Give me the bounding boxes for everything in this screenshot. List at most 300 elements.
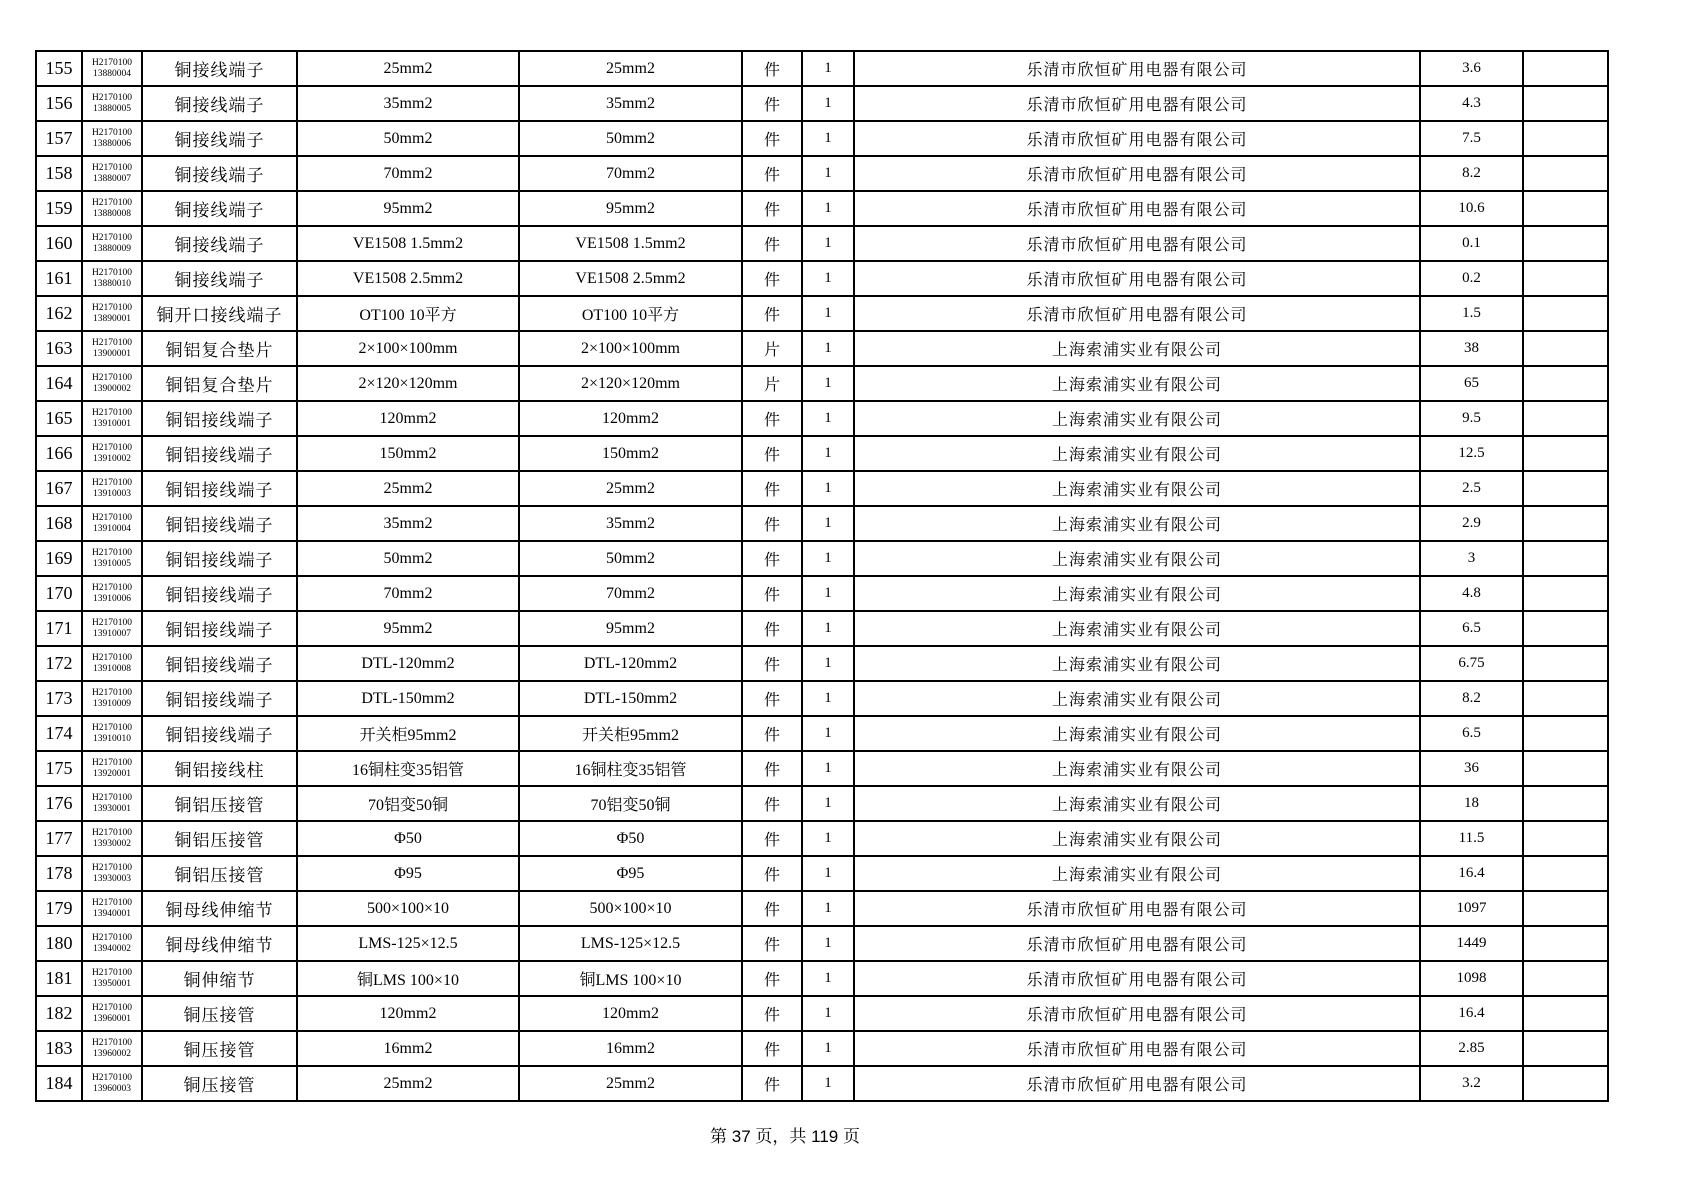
material-code-cell: [82, 681, 142, 716]
quantity-cell: 1: [802, 436, 854, 471]
table-row: [36, 541, 1608, 576]
quantity-cell: 1: [802, 506, 854, 541]
remark-cell: [1523, 821, 1608, 856]
row-number-cell: 160: [36, 226, 82, 261]
unit-cell: 件: [742, 471, 802, 506]
price-cell: 7.5: [1420, 121, 1523, 156]
quantity-cell: 1: [802, 156, 854, 191]
quantity-cell: 1: [802, 296, 854, 331]
remark-cell: [1523, 961, 1608, 996]
supplier-cell: 乐清市欣恒矿用电器有限公司: [854, 926, 1420, 961]
item-name-cell: 铜铝接线端子: [142, 646, 297, 681]
supplier-cell: 上海索浦实业有限公司: [854, 821, 1420, 856]
material-code-cell: [82, 471, 142, 506]
material-code-cell: [82, 296, 142, 331]
spec-confirm-cell: 25mm2: [519, 1066, 742, 1101]
material-code-line: H2170100: [91, 1003, 133, 1013]
supplier-cell: 上海索浦实业有限公司: [854, 436, 1420, 471]
material-code-line: 13910009: [93, 698, 131, 709]
supplier-cell: 乐清市欣恒矿用电器有限公司: [854, 891, 1420, 926]
row-number-cell: 164: [36, 366, 82, 401]
remark-cell: [1523, 786, 1608, 821]
unit-cell: 件: [742, 856, 802, 891]
supplier-cell: 乐清市欣恒矿用电器有限公司: [854, 996, 1420, 1031]
price-cell: 4.8: [1420, 576, 1523, 611]
material-code-cell: [82, 226, 142, 261]
spec-cell: Φ95: [297, 856, 519, 891]
quantity-cell: 1: [802, 751, 854, 786]
spec-cell: 25mm2: [297, 471, 519, 506]
quantity-cell: 1: [802, 681, 854, 716]
material-code-line: 13880008: [93, 208, 131, 219]
material-code-line: 13880005: [93, 103, 131, 114]
item-name-cell: 铜铝压接管: [142, 856, 297, 891]
row-number-cell: 183: [36, 1031, 82, 1066]
price-cell: 36: [1420, 751, 1523, 786]
row-number-cell: 156: [36, 86, 82, 121]
table-row: [36, 506, 1608, 541]
material-code-line: H2170100: [91, 583, 133, 593]
price-cell: 1449: [1420, 926, 1523, 961]
spec-cell: 120mm2: [297, 401, 519, 436]
spec-confirm-cell: 16mm2: [519, 1031, 742, 1066]
row-number-cell: 172: [36, 646, 82, 681]
material-code-line: H2170100: [91, 233, 133, 243]
remark-cell: [1523, 891, 1608, 926]
unit-cell: 件: [742, 506, 802, 541]
remark-cell: [1523, 191, 1608, 226]
price-cell: 65: [1420, 366, 1523, 401]
unit-cell: 件: [742, 156, 802, 191]
material-code-cell: [82, 51, 142, 86]
remark-cell: [1523, 716, 1608, 751]
spec-confirm-cell: 95mm2: [519, 611, 742, 646]
quantity-cell: 1: [802, 926, 854, 961]
material-code-line: H2170100: [91, 128, 133, 138]
material-code-cell: [82, 646, 142, 681]
price-cell: 9.5: [1420, 401, 1523, 436]
quantity-cell: 1: [802, 646, 854, 681]
material-code-line: 13910001: [93, 418, 131, 429]
unit-cell: 件: [742, 191, 802, 226]
spec-cell: LMS-125×12.5: [297, 926, 519, 961]
unit-cell: 件: [742, 296, 802, 331]
quantity-cell: 1: [802, 331, 854, 366]
supplier-cell: 上海索浦实业有限公司: [854, 576, 1420, 611]
row-number-cell: 169: [36, 541, 82, 576]
row-number-cell: 182: [36, 996, 82, 1031]
supplier-cell: 上海索浦实业有限公司: [854, 541, 1420, 576]
material-code-cell: [82, 121, 142, 156]
supplier-cell: 乐清市欣恒矿用电器有限公司: [854, 296, 1420, 331]
table-row: [36, 191, 1608, 226]
material-code-cell: [82, 366, 142, 401]
material-code-line: 13920001: [93, 768, 131, 779]
material-code-line: 13890001: [93, 313, 131, 324]
quantity-cell: 1: [802, 611, 854, 646]
table-row: [36, 681, 1608, 716]
quantity-cell: 1: [802, 996, 854, 1031]
material-code-line: 13940001: [93, 908, 131, 919]
unit-cell: 件: [742, 226, 802, 261]
material-code-cell: [82, 821, 142, 856]
spec-cell: 120mm2: [297, 996, 519, 1031]
table-row: [36, 51, 1608, 86]
spec-cell: 铜LMS 100×10: [297, 961, 519, 996]
supplier-cell: 上海索浦实业有限公司: [854, 681, 1420, 716]
item-name-cell: 铜压接管: [142, 1066, 297, 1101]
spec-confirm-cell: VE1508 1.5mm2: [519, 226, 742, 261]
row-number-cell: 177: [36, 821, 82, 856]
spec-confirm-cell: 70mm2: [519, 576, 742, 611]
remark-cell: [1523, 681, 1608, 716]
row-number-cell: 158: [36, 156, 82, 191]
remark-cell: [1523, 751, 1608, 786]
material-code-line: H2170100: [91, 58, 133, 68]
spec-confirm-cell: Φ95: [519, 856, 742, 891]
quantity-cell: 1: [802, 261, 854, 296]
item-name-cell: 铜铝接线端子: [142, 576, 297, 611]
unit-cell: 件: [742, 681, 802, 716]
table-row: [36, 576, 1608, 611]
remark-cell: [1523, 156, 1608, 191]
price-cell: 12.5: [1420, 436, 1523, 471]
material-code-line: H2170100: [91, 723, 133, 733]
quantity-cell: 1: [802, 856, 854, 891]
table-row: [36, 226, 1608, 261]
item-name-cell: 铜接线端子: [142, 121, 297, 156]
remark-cell: [1523, 611, 1608, 646]
table-row: [36, 891, 1608, 926]
table-row: [36, 401, 1608, 436]
material-code-line: H2170100: [91, 898, 133, 908]
material-code-line: H2170100: [91, 688, 133, 698]
table-row: [36, 751, 1608, 786]
item-name-cell: 铜铝接线端子: [142, 436, 297, 471]
row-number-cell: 161: [36, 261, 82, 296]
supplier-cell: 乐清市欣恒矿用电器有限公司: [854, 961, 1420, 996]
unit-cell: 件: [742, 821, 802, 856]
price-cell: 18: [1420, 786, 1523, 821]
material-code-cell: [82, 401, 142, 436]
remark-cell: [1523, 401, 1608, 436]
table-row: [36, 331, 1608, 366]
material-code-line: H2170100: [91, 618, 133, 628]
spec-cell: 50mm2: [297, 121, 519, 156]
spec-cell: 35mm2: [297, 86, 519, 121]
material-code-line: H2170100: [91, 443, 133, 453]
quantity-cell: 1: [802, 191, 854, 226]
material-code-line: 13900002: [93, 383, 131, 394]
unit-cell: 件: [742, 996, 802, 1031]
unit-cell: 件: [742, 646, 802, 681]
spec-confirm-cell: 35mm2: [519, 86, 742, 121]
unit-cell: 件: [742, 716, 802, 751]
price-cell: 38: [1420, 331, 1523, 366]
spec-confirm-cell: 150mm2: [519, 436, 742, 471]
material-code-cell: [82, 926, 142, 961]
price-cell: 10.6: [1420, 191, 1523, 226]
material-code-line: H2170100: [91, 338, 133, 348]
material-code-cell: [82, 541, 142, 576]
unit-cell: 件: [742, 891, 802, 926]
remark-cell: [1523, 296, 1608, 331]
material-code-cell: [82, 961, 142, 996]
material-code-line: 13930003: [93, 873, 131, 884]
item-name-cell: 铜铝压接管: [142, 821, 297, 856]
material-code-cell: [82, 751, 142, 786]
quantity-cell: 1: [802, 786, 854, 821]
price-cell: 6.5: [1420, 611, 1523, 646]
table-row: [36, 1031, 1608, 1066]
material-code-line: 13880006: [93, 138, 131, 149]
spec-confirm-cell: 70铝变50铜: [519, 786, 742, 821]
remark-cell: [1523, 506, 1608, 541]
table-row: [36, 121, 1608, 156]
spec-cell: 开关柜95mm2: [297, 716, 519, 751]
row-number-cell: 173: [36, 681, 82, 716]
material-code-line: 13960001: [93, 1013, 131, 1024]
table-row: [36, 926, 1608, 961]
material-code-line: H2170100: [91, 1073, 133, 1083]
material-code-line: H2170100: [91, 828, 133, 838]
material-code-line: H2170100: [91, 198, 133, 208]
quantity-cell: 1: [802, 1031, 854, 1066]
price-cell: 8.2: [1420, 681, 1523, 716]
material-code-line: 13940002: [93, 943, 131, 954]
supplier-cell: 乐清市欣恒矿用电器有限公司: [854, 191, 1420, 226]
material-code-cell: [82, 261, 142, 296]
material-code-line: 13880010: [93, 278, 131, 289]
supplier-cell: 上海索浦实业有限公司: [854, 401, 1420, 436]
material-code-line: 13910002: [93, 453, 131, 464]
row-number-cell: 178: [36, 856, 82, 891]
material-code-line: H2170100: [91, 863, 133, 873]
row-number-cell: 184: [36, 1066, 82, 1101]
row-number-cell: 165: [36, 401, 82, 436]
spec-confirm-cell: OT100 10平方: [519, 296, 742, 331]
item-name-cell: 铜压接管: [142, 996, 297, 1031]
item-name-cell: 铜铝接线端子: [142, 401, 297, 436]
spec-confirm-cell: 25mm2: [519, 51, 742, 86]
spec-confirm-cell: DTL-150mm2: [519, 681, 742, 716]
spec-confirm-cell: 120mm2: [519, 996, 742, 1031]
quantity-cell: 1: [802, 226, 854, 261]
price-cell: 1097: [1420, 891, 1523, 926]
page-footer: 第 37 页，共 119 页: [710, 1127, 860, 1146]
supplier-cell: 乐清市欣恒矿用电器有限公司: [854, 1066, 1420, 1101]
spec-cell: 95mm2: [297, 191, 519, 226]
material-code-line: H2170100: [91, 163, 133, 173]
row-number-cell: 171: [36, 611, 82, 646]
table-row: [36, 611, 1608, 646]
row-number-cell: 180: [36, 926, 82, 961]
spec-confirm-cell: 25mm2: [519, 471, 742, 506]
item-name-cell: 铜开口接线端子: [142, 296, 297, 331]
supplier-cell: 乐清市欣恒矿用电器有限公司: [854, 51, 1420, 86]
row-number-cell: 174: [36, 716, 82, 751]
spec-cell: 500×100×10: [297, 891, 519, 926]
quantity-cell: 1: [802, 121, 854, 156]
material-code-cell: [82, 506, 142, 541]
price-cell: 4.3: [1420, 86, 1523, 121]
item-name-cell: 铜母线伸缩节: [142, 926, 297, 961]
remark-cell: [1523, 366, 1608, 401]
supplier-cell: 乐清市欣恒矿用电器有限公司: [854, 226, 1420, 261]
material-code-cell: [82, 786, 142, 821]
material-code-cell: [82, 86, 142, 121]
quantity-cell: 1: [802, 716, 854, 751]
material-code-line: H2170100: [91, 513, 133, 523]
material-code-cell: [82, 331, 142, 366]
spec-confirm-cell: LMS-125×12.5: [519, 926, 742, 961]
unit-cell: 件: [742, 576, 802, 611]
unit-cell: 件: [742, 961, 802, 996]
row-number-cell: 176: [36, 786, 82, 821]
price-cell: 2.85: [1420, 1031, 1523, 1066]
material-code-cell: [82, 1066, 142, 1101]
price-cell: 3.2: [1420, 1066, 1523, 1101]
table-row: [36, 961, 1608, 996]
price-cell: 3.6: [1420, 51, 1523, 86]
spec-confirm-cell: 95mm2: [519, 191, 742, 226]
supplier-cell: 上海索浦实业有限公司: [854, 611, 1420, 646]
spec-confirm-cell: 50mm2: [519, 121, 742, 156]
price-cell: 2.5: [1420, 471, 1523, 506]
supplier-cell: 上海索浦实业有限公司: [854, 366, 1420, 401]
spec-confirm-cell: 500×100×10: [519, 891, 742, 926]
unit-cell: 件: [742, 86, 802, 121]
table-row: [36, 821, 1608, 856]
spec-cell: 150mm2: [297, 436, 519, 471]
table-row: [36, 261, 1608, 296]
remark-cell: [1523, 331, 1608, 366]
row-number-cell: 170: [36, 576, 82, 611]
supplier-cell: 上海索浦实业有限公司: [854, 331, 1420, 366]
material-code-line: H2170100: [91, 933, 133, 943]
spec-confirm-cell: 16铜柱变35铝管: [519, 751, 742, 786]
remark-cell: [1523, 86, 1608, 121]
unit-cell: 件: [742, 751, 802, 786]
item-name-cell: 铜接线端子: [142, 51, 297, 86]
spec-confirm-cell: 2×120×120mm: [519, 366, 742, 401]
material-code-line: H2170100: [91, 373, 133, 383]
material-code-line: H2170100: [91, 303, 133, 313]
material-code-cell: [82, 996, 142, 1031]
material-code-line: 13930002: [93, 838, 131, 849]
remark-cell: [1523, 541, 1608, 576]
unit-cell: 件: [742, 1066, 802, 1101]
quantity-cell: 1: [802, 891, 854, 926]
price-cell: 3: [1420, 541, 1523, 576]
material-code-line: H2170100: [91, 968, 133, 978]
material-code-line: 13880009: [93, 243, 131, 254]
unit-cell: 件: [742, 541, 802, 576]
material-code-line: H2170100: [91, 793, 133, 803]
material-code-line: H2170100: [91, 758, 133, 768]
table-row: [36, 786, 1608, 821]
item-name-cell: 铜母线伸缩节: [142, 891, 297, 926]
supplier-cell: 乐清市欣恒矿用电器有限公司: [854, 156, 1420, 191]
spec-cell: 25mm2: [297, 51, 519, 86]
price-cell: 6.5: [1420, 716, 1523, 751]
item-name-cell: 铜接线端子: [142, 226, 297, 261]
supplier-cell: 上海索浦实业有限公司: [854, 471, 1420, 506]
material-code-cell: [82, 191, 142, 226]
row-number-cell: 179: [36, 891, 82, 926]
material-code-line: 13910007: [93, 628, 131, 639]
row-number-cell: 181: [36, 961, 82, 996]
spec-confirm-cell: DTL-120mm2: [519, 646, 742, 681]
item-name-cell: 铜压接管: [142, 1031, 297, 1066]
spec-cell: 35mm2: [297, 506, 519, 541]
item-name-cell: 铜接线端子: [142, 261, 297, 296]
spec-cell: 50mm2: [297, 541, 519, 576]
unit-cell: 件: [742, 51, 802, 86]
price-cell: 11.5: [1420, 821, 1523, 856]
row-number-cell: 175: [36, 751, 82, 786]
remark-cell: [1523, 576, 1608, 611]
supplier-cell: 上海索浦实业有限公司: [854, 716, 1420, 751]
spec-cell: DTL-150mm2: [297, 681, 519, 716]
item-name-cell: 铜铝接线端子: [142, 716, 297, 751]
material-code-line: 13910005: [93, 558, 131, 569]
price-cell: 2.9: [1420, 506, 1523, 541]
supplier-cell: 乐清市欣恒矿用电器有限公司: [854, 121, 1420, 156]
item-name-cell: 铜铝复合垫片: [142, 331, 297, 366]
spec-cell: VE1508 1.5mm2: [297, 226, 519, 261]
material-code-line: 13910008: [93, 663, 131, 674]
unit-cell: 件: [742, 401, 802, 436]
table-row: [36, 856, 1608, 891]
spec-confirm-cell: 50mm2: [519, 541, 742, 576]
quantity-cell: 1: [802, 51, 854, 86]
unit-cell: 片: [742, 331, 802, 366]
material-code-line: 13910003: [93, 488, 131, 499]
spec-cell: 70铝变50铜: [297, 786, 519, 821]
item-name-cell: 铜铝接线柱: [142, 751, 297, 786]
row-number-cell: 162: [36, 296, 82, 331]
remark-cell: [1523, 996, 1608, 1031]
supplier-cell: 乐清市欣恒矿用电器有限公司: [854, 261, 1420, 296]
remark-cell: [1523, 261, 1608, 296]
spec-confirm-cell: 开关柜95mm2: [519, 716, 742, 751]
material-code-line: H2170100: [91, 268, 133, 278]
row-number-cell: 166: [36, 436, 82, 471]
material-code-line: 13950001: [93, 978, 131, 989]
spec-confirm-cell: VE1508 2.5mm2: [519, 261, 742, 296]
price-cell: 16.4: [1420, 856, 1523, 891]
material-code-line: 13880007: [93, 173, 131, 184]
remark-cell: [1523, 51, 1608, 86]
material-code-line: 13900001: [93, 348, 131, 359]
row-number-cell: 168: [36, 506, 82, 541]
quantity-cell: 1: [802, 1066, 854, 1101]
quantity-cell: 1: [802, 961, 854, 996]
material-code-cell: [82, 1031, 142, 1066]
remark-cell: [1523, 471, 1608, 506]
item-name-cell: 铜铝接线端子: [142, 611, 297, 646]
table-row: [36, 716, 1608, 751]
spec-confirm-cell: 2×100×100mm: [519, 331, 742, 366]
table-row: [36, 646, 1608, 681]
spec-cell: 70mm2: [297, 576, 519, 611]
unit-cell: 件: [742, 611, 802, 646]
price-cell: 16.4: [1420, 996, 1523, 1031]
supplier-cell: 上海索浦实业有限公司: [854, 786, 1420, 821]
unit-cell: 件: [742, 436, 802, 471]
spec-cell: DTL-120mm2: [297, 646, 519, 681]
